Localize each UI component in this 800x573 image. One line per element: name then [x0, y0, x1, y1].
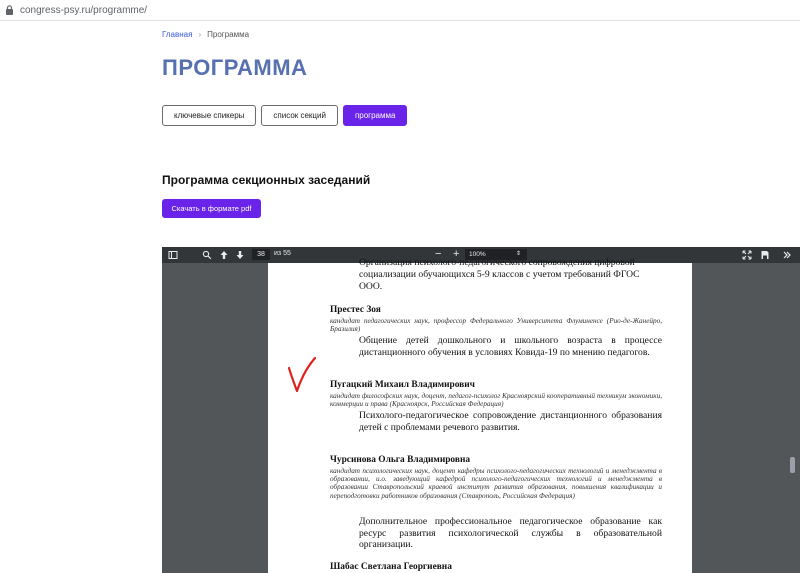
save-icon[interactable]	[760, 250, 770, 260]
talk-topic: Психолого-педагогическое сопровождение дистанционного образования детей с проблемами речевого развития.	[359, 410, 662, 433]
page-total: из 55	[274, 250, 291, 257]
breadcrumb	[162, 30, 249, 39]
pdf-viewer[interactable]	[162, 247, 800, 573]
lock-icon	[5, 5, 14, 15]
breadcrumb-current: Программа	[207, 30, 250, 39]
search-icon[interactable]	[202, 250, 212, 260]
check-mark	[285, 355, 319, 399]
tab-section-list[interactable]: список секций	[261, 105, 338, 126]
zoom-dropdown-icon[interactable]: ⇕	[515, 251, 521, 257]
speaker-affiliation: кандидат психологических наук, доцент кафедры психолого-педагогических технологий и менеджмента в образовании, и.о. заведующий кафедрой психолого-педагогических технологий и менеджмента в образовании Ставропольский краевой институт развития образования, повышения квалификации и переподготовки работников образования (Ставрополь, Российская Федерация)	[330, 467, 662, 500]
arrow-up-icon[interactable]	[219, 250, 229, 260]
speaker-name: Чурсинова Ольга Владимировна	[330, 455, 471, 465]
breadcrumb-home-link[interactable]: Главная	[162, 30, 193, 39]
speaker-name: Престес Зоя	[330, 305, 381, 315]
pdf-scrollbar[interactable]	[790, 457, 795, 473]
more-icon[interactable]	[782, 250, 792, 260]
url-text[interactable]: congress-psy.ru/programme/	[20, 4, 148, 16]
breadcrumb-separator: ›	[198, 30, 202, 39]
arrow-down-icon[interactable]	[235, 250, 245, 260]
fit-page-icon[interactable]	[742, 250, 752, 260]
sidebar-toggle-icon[interactable]	[168, 250, 178, 260]
section-title: Программа секционных заседаний	[162, 173, 371, 187]
tab-programme[interactable]: программа	[343, 105, 408, 126]
tab-key-speakers[interactable]: ключевые спикеры	[162, 105, 256, 126]
pdf-text-line: Организация психолого-педагогического сопровождения цифровой	[359, 257, 635, 268]
address-bar[interactable]	[0, 0, 800, 21]
speaker-affiliation: кандидат философских наук, доцент, педагог-психолог Красноярский кооперативный техникум экономики, коммерции и права (Красноярск, Российская Федерация)	[330, 392, 662, 409]
speaker-affiliation: кандидат педагогических наук, профессор Федерального Университета Флуминенсе (Рио-де-Жанейро, Бразилия)	[330, 317, 662, 334]
speaker-name: Пугацкий Михаил Владимирович	[330, 380, 475, 390]
zoom-in-button[interactable]: +	[453, 248, 460, 260]
page-number-input[interactable]: 38	[252, 249, 270, 260]
talk-topic: Дополнительное профессиональное педагогическое образование как ресурс развития психологической службы в образовательной организации.	[359, 516, 662, 551]
zoom-out-button[interactable]: −	[435, 248, 442, 260]
tab-bar	[162, 105, 407, 126]
speaker-name: Шабас Светлана Георгиевна	[330, 562, 452, 572]
pdf-page	[268, 257, 692, 573]
page-title: ПРОГРАММА	[162, 55, 308, 80]
download-pdf-button[interactable]: Скачать в формате pdf	[162, 199, 261, 218]
zoom-level: 100%	[469, 251, 486, 258]
pdf-text-line: ООО.	[359, 281, 383, 292]
talk-topic: Общение детей дошкольного и школьного возраста в процессе дистанционного обучения в условиях Ковида-19 по мнению педагогов.	[359, 335, 662, 358]
pdf-text-line: социализации обучающихся 5-9 классов с учетом требований ФГОС	[359, 269, 640, 280]
